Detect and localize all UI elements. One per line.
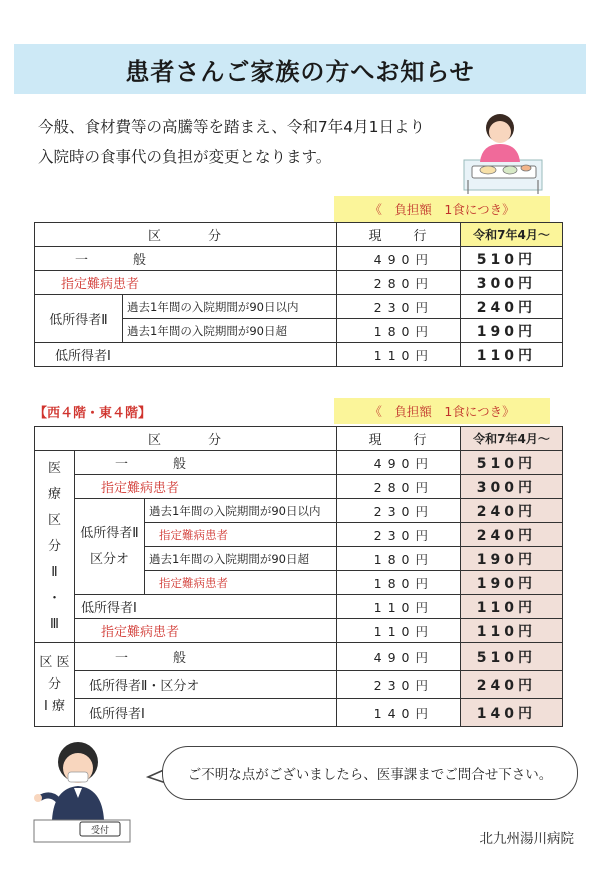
group-label-medical-2-3: 医 療 区 分 Ⅱ ・ Ⅲ [35,451,75,643]
table-row [35,699,563,727]
row-label-low-income-2: 低所得者Ⅱ [35,295,123,343]
row-label-within-90-designated: 指定難病患者 [145,523,337,547]
row-label-designated: 指定難病患者 [75,475,337,499]
row-label-low-income-2-class-o: 低所得者Ⅱ 区分オ [75,499,145,595]
row-label-general: 一 般 [75,643,337,671]
row-label-over-90-designated: 指定難病患者 [145,571,337,595]
table-row [35,271,563,295]
row-label-over-90: 過去1年間の入院期間が90日超 [145,547,337,571]
table-header-row [35,223,563,247]
new-fee: 510円 [461,451,563,475]
header-new: 令和7年4月～ [461,223,563,247]
current-fee: 140円 [337,699,461,727]
table-row [35,247,563,271]
row-label-within-90: 過去1年間の入院期間が90日以内 [123,295,337,319]
row-label-low-income-1: 低所得者Ⅰ [75,699,337,727]
header-category: 区 分 [35,223,337,247]
current-fee: 490円 [337,247,461,271]
title-banner [14,44,586,94]
new-fee: 140円 [461,699,563,727]
patient-eating-meal-icon [462,106,544,196]
current-fee: 230円 [337,499,461,523]
speech-bubble [162,746,578,800]
fee-table-floor4 [34,426,563,727]
current-fee: 490円 [337,451,461,475]
hospital-name: 北九州湯川病院 [479,831,574,847]
new-fee: 240円 [461,499,563,523]
new-fee: 190円 [461,571,563,595]
intro-line-1: 今般、食材費等の高騰等を踏まえ、令和7年4月1日より [38,118,426,136]
row-label-designated: 指定難病患者 [35,271,337,295]
row-label-low-income-1-designated: 指定難病患者 [75,619,337,643]
row-label-low-income-2-class-o: 低所得者Ⅱ・区分オ [75,671,337,699]
intro-text [38,112,458,172]
bubble-text: ご不明な点がございましたら、医事課までご問合せ下さい。 [187,767,553,783]
burden-label-1: 《 負担額 1食につき》 [334,196,550,222]
new-fee: 190円 [461,319,563,343]
current-fee: 230円 [337,295,461,319]
table-header-row [35,427,563,451]
current-fee: 280円 [337,475,461,499]
table-row [35,595,563,619]
page-title: 患者さんご家族の方へお知らせ [125,57,475,86]
current-fee: 280円 [337,271,461,295]
current-fee: 230円 [337,523,461,547]
new-fee: 110円 [461,619,563,643]
new-fee: 300円 [461,271,563,295]
current-fee: 180円 [337,319,461,343]
header-current: 現 行 [337,223,461,247]
header-current: 現 行 [337,427,461,451]
row-label-low-income-1: 低所得者Ⅰ [75,595,337,619]
current-fee: 180円 [337,571,461,595]
intro-line-2: 入院時の食事代の負担が変更となります。 [38,148,332,166]
new-fee: 510円 [461,247,563,271]
table-row [35,295,563,319]
new-fee: 110円 [461,595,563,619]
burden-label-2: 《 負担額 1食につき》 [334,398,550,424]
table-row [35,643,563,671]
row-label-over-90: 過去1年間の入院期間が90日超 [123,319,337,343]
table-row [35,475,563,499]
table-row [35,343,563,367]
new-fee: 110円 [461,343,563,367]
current-fee: 230円 [337,671,461,699]
new-fee: 190円 [461,547,563,571]
new-fee: 510円 [461,643,563,671]
reception-clerk-icon [30,736,140,846]
table-row [35,499,563,523]
table-row [35,671,563,699]
row-label-general: 一 般 [35,247,337,271]
header-new: 令和7年4月～ [461,427,563,451]
floor-label: 【西４階・東４階】 [34,406,152,421]
new-fee: 240円 [461,523,563,547]
current-fee: 110円 [337,343,461,367]
current-fee: 110円 [337,619,461,643]
new-fee: 300円 [461,475,563,499]
table-row [35,619,563,643]
new-fee: 240円 [461,295,563,319]
row-label-general: 一 般 [75,451,337,475]
current-fee: 180円 [337,547,461,571]
svg-text:受付: 受付 [90,826,110,836]
table-row [35,451,563,475]
header-category: 区 分 [35,427,337,451]
new-fee: 240円 [461,671,563,699]
fee-table-general [34,222,563,367]
row-label-within-90: 過去1年間の入院期間が90日以内 [145,499,337,523]
current-fee: 490円 [337,643,461,671]
group-label-medical-1: 区 医 分 Ⅰ 療 [35,643,75,727]
row-label-low-income-1: 低所得者Ⅰ [35,343,337,367]
current-fee: 110円 [337,595,461,619]
